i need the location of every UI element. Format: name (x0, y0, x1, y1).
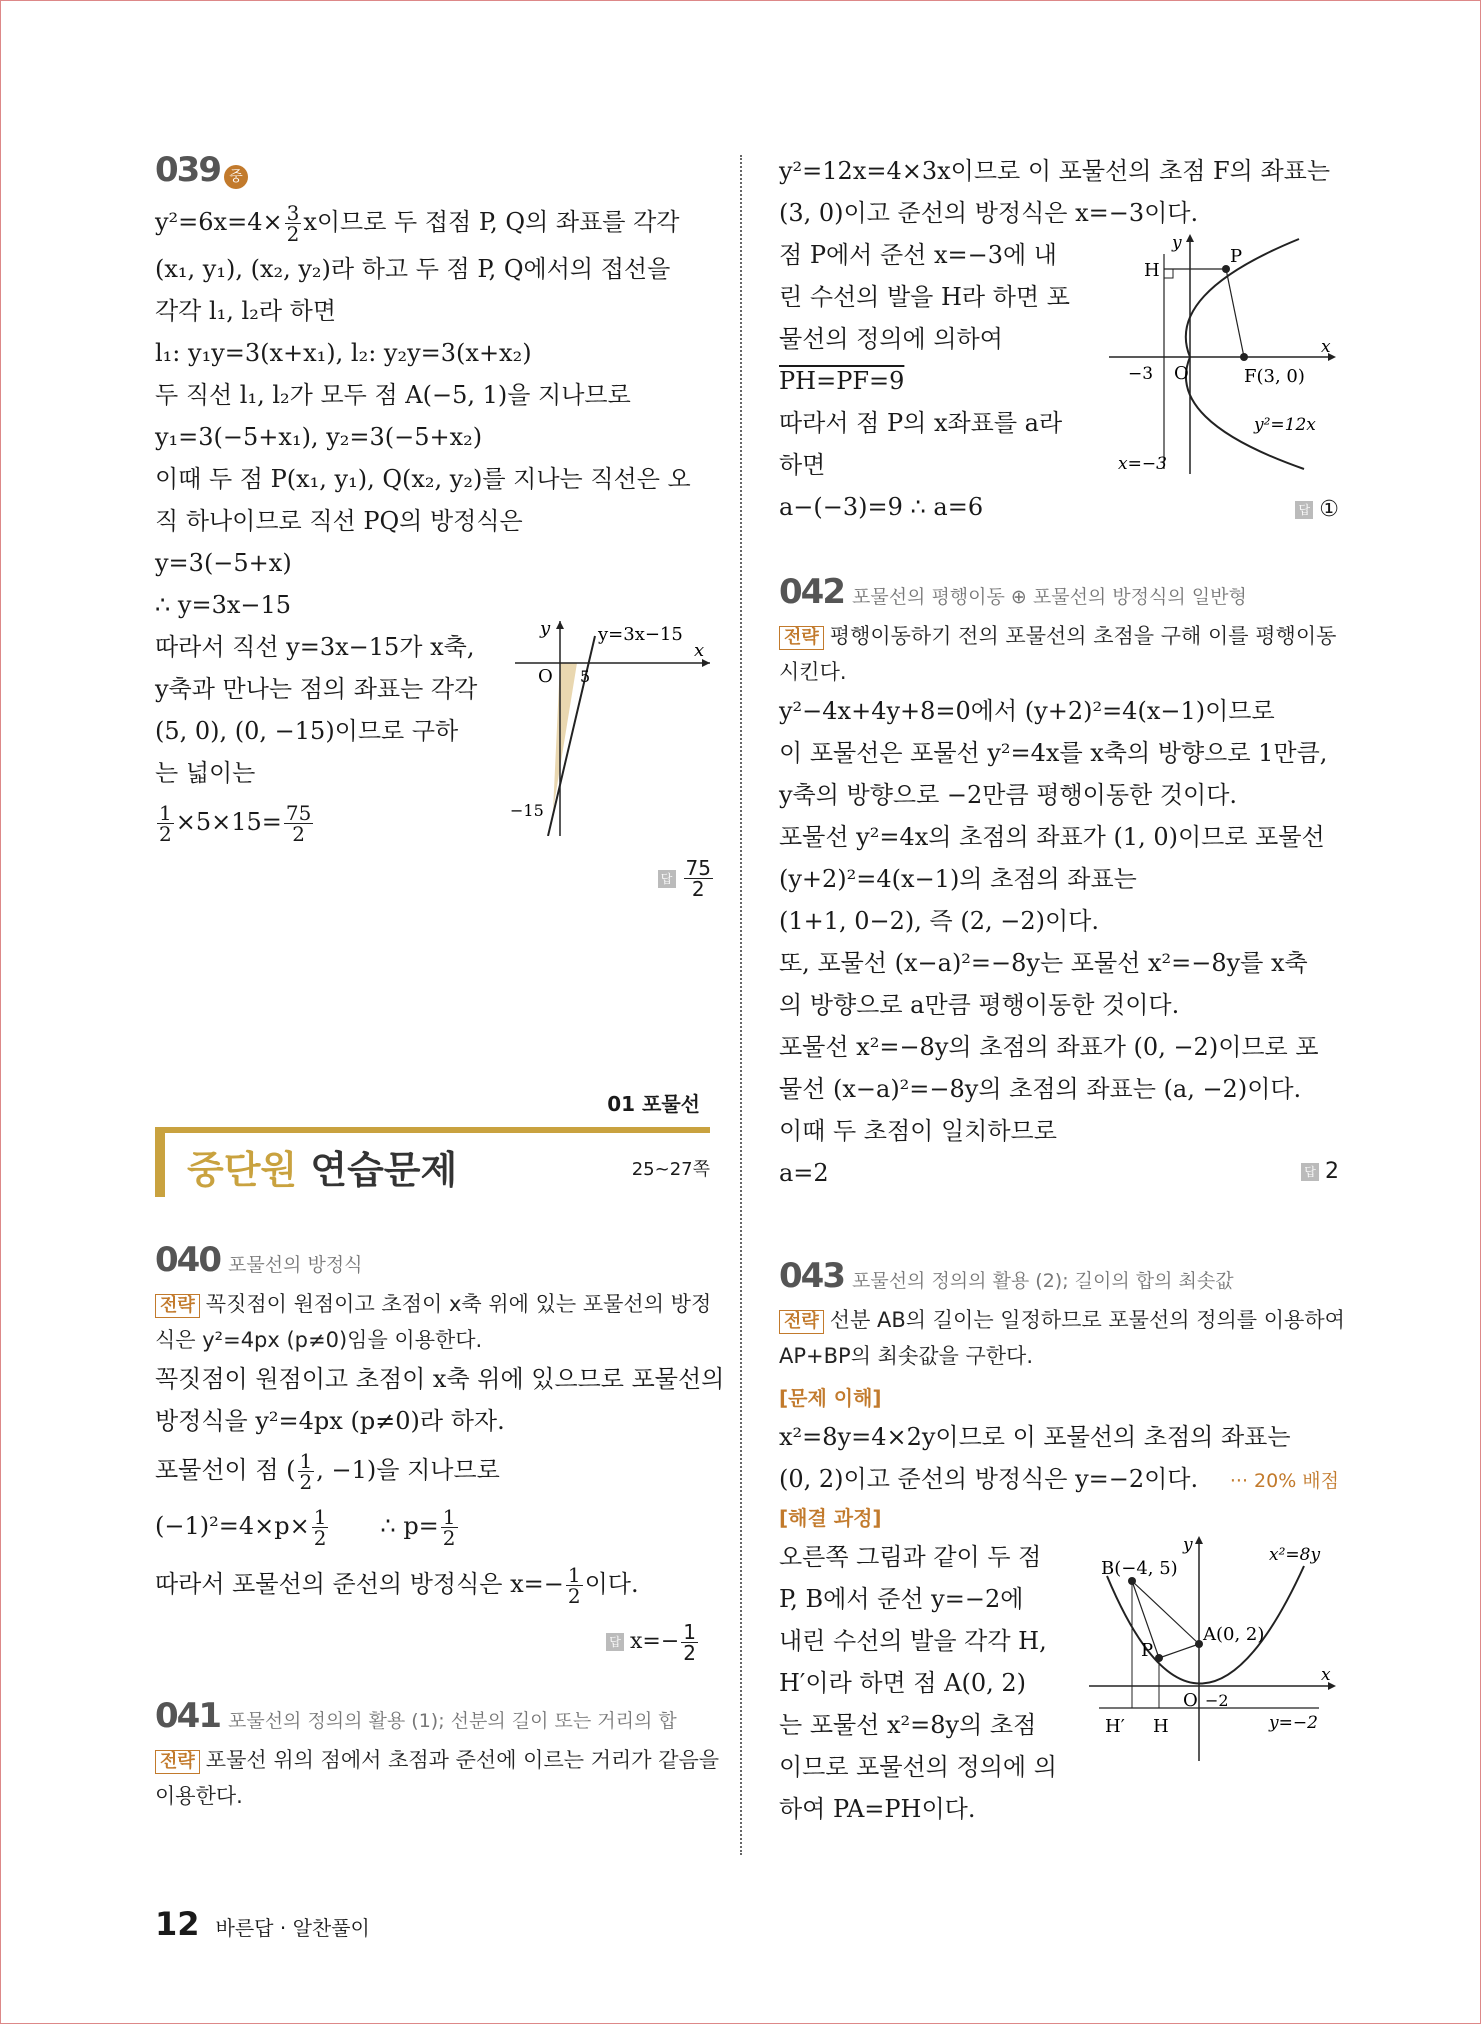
svg-text:5: 5 (580, 667, 591, 686)
svg-text:H: H (1153, 1716, 1169, 1737)
strategy-line: 식은 y²=4px (p≠0)임을 이용한다. (155, 1328, 483, 1352)
solution-line: 꼭짓점이 원점이고 초점이 x축 위에 있으므로 포물선의 (155, 1365, 725, 1393)
svg-text:B(−4, 5): B(−4, 5) (1101, 1558, 1178, 1579)
answer-icon: 답 (658, 870, 676, 888)
svg-text:O: O (1174, 363, 1189, 384)
svg-text:x: x (1321, 337, 1331, 357)
svg-text:−2: −2 (1205, 1691, 1229, 1710)
solution-line: 는 포물선 x²=8y의 초점 (779, 1711, 1037, 1739)
svg-text:O: O (1183, 1690, 1198, 1711)
page-number: 12 (155, 1905, 200, 1943)
solution-line: y²−4x+4y+8=0에서 (y+2)²=4(x−1)이므로 (779, 697, 1275, 725)
problem-number: 041 (155, 1696, 220, 1736)
fraction: $\frac{75}{2}$ (285, 801, 312, 846)
solution-line: H′이라 하면 점 A(0, 2) (779, 1669, 1027, 1697)
column-divider (740, 155, 742, 1855)
solution-line: 이때 두 점 P(x₁, y₁), Q(x₂, y₂)를 지나는 직선은 오 (155, 465, 691, 493)
problem-title: 포물선의 정의의 활용 (1); 선분의 길이 또는 거리의 합 (227, 1710, 677, 1732)
solution-line: 는 넓이는 (155, 759, 256, 787)
solution-line: 하여 PA=PH이다. (779, 1795, 976, 1823)
svg-text:x: x (1321, 1665, 1331, 1685)
problem-039-header (155, 150, 715, 196)
answer-icon: 답 (606, 1633, 624, 1651)
fraction: $\frac{1}{2}$ (299, 1449, 313, 1494)
fraction: $\frac{1}{2}$ (159, 801, 172, 846)
line-area-graph (510, 616, 710, 836)
problem-title: 포물선의 정의의 활용 (2); 길이의 합의 최솟값 (851, 1270, 1234, 1292)
solution-line: 물선 (x−a)²=−8y의 초점의 좌표는 (a, −2)이다. (779, 1075, 1302, 1103)
solution-line: 두 직선 l₁, l₂가 모두 점 A(−5, 1)을 지나므로 (155, 381, 631, 409)
solution-line: (x₁, y₁), (x₂, y₂)라 하고 두 점 P, Q에서의 접선을 (155, 255, 671, 283)
answer-039 (155, 858, 715, 899)
strategy-tag: 전략 (779, 1310, 824, 1334)
left-column (155, 150, 715, 899)
solution-line: 오른쪽 그림과 같이 두 점 (779, 1543, 1042, 1571)
strategy-line: 전략 선분 AB의 길이는 일정하므로 포물선의 정의를 이용하여 (779, 1302, 1339, 1338)
solution-line: 이므로 포물선의 정의에 의 (779, 1753, 1057, 1781)
answer-040: 답 x=− $\frac{1}{2}$ (155, 1614, 700, 1670)
fraction: $\frac{1}{2}$ (683, 1619, 696, 1665)
solution-line: 각각 l₁, l₂라 하면 (155, 297, 337, 325)
solution-line: PH=PF=9 (779, 367, 905, 395)
problem-title: 포물선의 방정식 (227, 1254, 363, 1276)
solution-line: x²=8y=4×2y이므로 이 포물선의 초점의 좌표는 (779, 1423, 1291, 1451)
svg-text:y²=12x: y²=12x (1254, 415, 1316, 435)
strategy-tag: 전략 (155, 1294, 200, 1318)
section-header (155, 1127, 710, 1197)
svg-text:P: P (1230, 246, 1243, 267)
line-label: y=3x−15 (598, 624, 683, 645)
answer-icon: 답 (1295, 501, 1313, 519)
fraction: $\frac{75}{2}$ (685, 856, 711, 901)
fraction: $\frac{1}{2}$ (442, 1505, 456, 1550)
solution-line: ∴ y=3x−15 (155, 591, 292, 619)
difficulty-badge: 중 (224, 165, 248, 189)
strategy-line: 전략 꼭짓점이 원점이고 초점이 x축 위에 있는 포물선의 방정 (155, 1286, 715, 1322)
strategy-line: 전략 포물선 위의 점에서 초점과 준선에 이르는 거리가 같음을 (155, 1742, 715, 1778)
parabola-graph-043 (1079, 1536, 1339, 1766)
answer-042: 답 2 (1301, 1152, 1339, 1192)
area-calc: $\frac{1}{2}$ ×5×15= $\frac{75}{2}$ (159, 801, 312, 846)
section-title: 중단원 연습문제 (187, 1148, 458, 1192)
svg-text:F(3, 0): F(3, 0) (1244, 366, 1305, 387)
solution-line: y²=12x=4×3x이므로 이 포물선의 초점 F의 좌표는 (779, 157, 1331, 185)
solution-line: 포물선 x²=−8y의 초점의 좌표가 (0, −2)이므로 포 (779, 1033, 1319, 1061)
solution-line: 하면 (779, 451, 826, 479)
svg-text:−3: −3 (1128, 364, 1154, 384)
solution-line: (1+1, 0−2), 즉 (2, −2)이다. (779, 907, 1099, 935)
solution-line: (5, 0), (0, −15)이므로 구하 (155, 717, 459, 745)
solution-line: 또, 포물선 (x−a)²=−8y는 포물선 x²=−8y를 x축 (779, 949, 1308, 977)
strategy-tag: 전략 (155, 1750, 200, 1774)
step-label: [해결 과정] (779, 1506, 882, 1530)
solution-line: 포물선이 점 ( $\frac{1}{2}$ , −1)을 지나므로 (155, 1449, 500, 1494)
solution-line: (−1)²=4×p× $\frac{1}{2}$ ∴ p= $\frac{1}{2}$ (155, 1505, 456, 1550)
fraction: $\frac{3}{2}$ (286, 201, 300, 246)
svg-text:x=−3: x=−3 (1118, 454, 1167, 474)
svg-text:P: P (1141, 1640, 1154, 1661)
strategy-line: AP+BP의 최솟값을 구한다. (779, 1344, 1034, 1368)
problem-number: 039 (155, 150, 220, 190)
solution-line: 직 하나이므로 직선 PQ의 방정식은 (155, 507, 523, 535)
solution-line: 린 수선의 발을 H라 하면 포 (779, 283, 1070, 311)
problem-number: 043 (779, 1256, 844, 1296)
solution-line: 점 P에서 준선 x=−3에 내 (779, 241, 1057, 269)
solution-line: 방정식을 y²=4px (p≠0)라 하자. (155, 1407, 505, 1435)
svg-text:A(0, 2): A(0, 2) (1203, 1624, 1265, 1645)
solution-line: a=2 (779, 1159, 829, 1187)
svg-text:y: y (1183, 1536, 1193, 1555)
left-column-lower (155, 1240, 725, 1814)
solution-line: 물선의 정의에 의하여 (779, 325, 1003, 353)
solution-line: y=3(−5+x) (155, 549, 292, 577)
solution-line: y축의 방향으로 −2만큼 평행이동한 것이다. (779, 781, 1238, 809)
problem-title: 포물선의 평행이동 ⊕ 포물선의 방정식의 일반형 (851, 586, 1247, 608)
solution-line: 따라서 점 P의 x좌표를 a라 (779, 409, 1063, 437)
step-label: [문제 이해] (779, 1386, 882, 1410)
parabola-graph-041 (1104, 234, 1339, 474)
section-label: 01 포물선 (607, 1092, 700, 1116)
svg-text:x²=8y: x²=8y (1269, 1545, 1321, 1565)
solution-line: y²=6x=4× $\frac{3}{2}$ x이므로 두 접점 P, Q의 좌표를 각각 (155, 201, 680, 246)
problem-040-header (155, 1240, 715, 1286)
fraction: $\frac{1}{2}$ (567, 1563, 581, 1608)
solution-line: 이 포물선은 포물선 y²=4x를 x축의 방향으로 1만큼, (779, 739, 1328, 767)
solution-line: 따라서 직선 y=3x−15가 x축, (155, 633, 475, 661)
solution-line: 포물선 y²=4x의 초점의 좌표가 (1, 0)이므로 포물선 (779, 823, 1325, 851)
solution-line: a−(−3)=9 ∴ a=6 (779, 493, 984, 521)
problem-041-header (155, 1696, 715, 1742)
right-column (779, 150, 1345, 1836)
svg-text:y: y (1172, 234, 1182, 253)
strategy-line: 이용한다. (155, 1784, 243, 1808)
svg-text:H′: H′ (1105, 1716, 1125, 1737)
answer-041: 답 ① (779, 490, 1339, 530)
fraction: $\frac{1}{2}$ (313, 1505, 327, 1550)
strategy-line: 전략 평행이동하기 전의 포물선의 초점을 구해 이를 평행이동 (779, 618, 1339, 654)
svg-text:y: y (540, 618, 551, 639)
solution-line: 따라서 포물선의 준선의 방정식은 x=− $\frac{1}{2}$ 이다. (155, 1563, 639, 1608)
solution-line: P, B에서 준선 y=−2에 (779, 1585, 1024, 1613)
page-footer (155, 1905, 370, 1943)
solution-line: (0, 2)이고 준선의 방정식은 y=−2이다. (779, 1465, 1199, 1493)
section-pages: 25~27쪽 (631, 1159, 710, 1180)
solution-line: y₁=3(−5+x₁), y₂=3(−5+x₂) (155, 423, 483, 451)
problem-042-header (779, 572, 1339, 618)
strategy-line: 시킨다. (779, 660, 847, 684)
solution-line: l₁: y₁y=3(x+x₁), l₂: y₂y=3(x+x₂) (155, 339, 532, 367)
solution-line: (3, 0)이고 준선의 방정식은 x=−3이다. (779, 199, 1199, 227)
book-title: 바른답 · 알찬풀이 (215, 1916, 370, 1940)
problem-043-header (779, 1256, 1339, 1302)
answer-icon: 답 (1301, 1163, 1319, 1181)
solution-line: 내린 수선의 발을 각각 H, (779, 1627, 1047, 1655)
svg-text:x: x (694, 640, 705, 661)
svg-text:−15: −15 (510, 801, 544, 820)
problem-number: 040 (155, 1240, 220, 1280)
solution-line: y축과 만나는 점의 좌표는 각각 (155, 675, 478, 703)
problem-number: 042 (779, 572, 844, 612)
solution-line: 의 방향으로 a만큼 평행이동한 것이다. (779, 991, 1180, 1019)
solution-line: (y+2)²=4(x−1)의 초점의 좌표는 (779, 865, 1137, 893)
svg-text:H: H (1144, 260, 1160, 281)
solution-line: 이때 두 초점이 일치하므로 (779, 1117, 1057, 1145)
svg-text:y=−2: y=−2 (1269, 1713, 1318, 1733)
svg-text:O: O (538, 666, 553, 687)
score-note: ··· 20% 배점 (1229, 1470, 1339, 1492)
strategy-tag: 전략 (779, 626, 824, 650)
